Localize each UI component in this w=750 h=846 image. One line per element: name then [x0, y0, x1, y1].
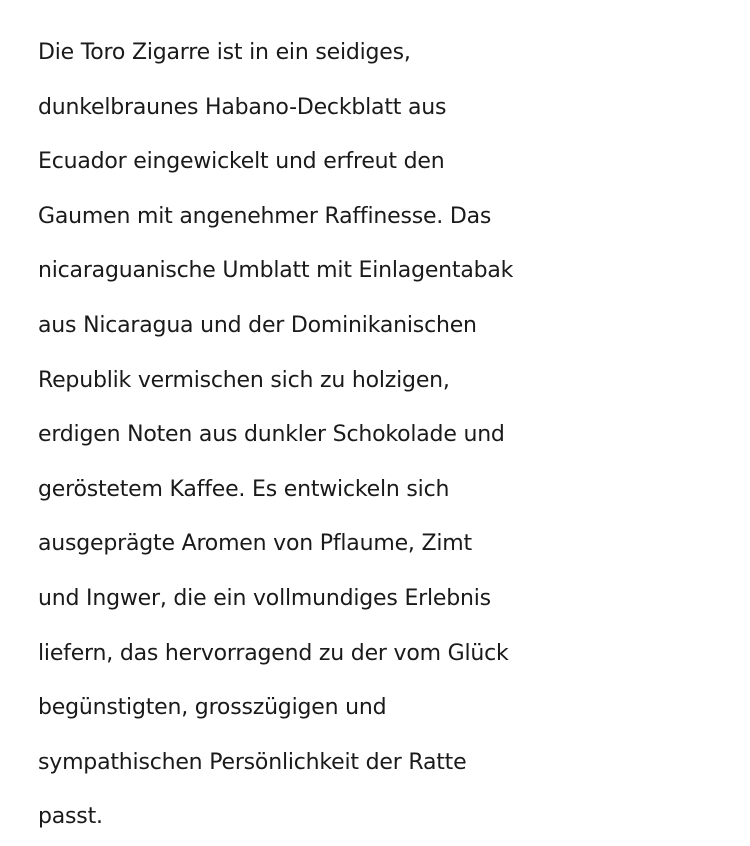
text-line: Gaumen mit angenehmer Raffinesse. Das	[38, 203, 492, 229]
text-line: erdigen Noten aus dunkler Schokolade und	[38, 422, 505, 448]
text-line: ausgeprägte Aromen von Pflaume, Zimt	[38, 531, 472, 557]
text-line: sympathischen Persönlichkeit der Ratte	[38, 749, 467, 775]
product-description	[38, 26, 718, 845]
text-line: dunkelbraunes Habano-Deckblatt aus	[38, 94, 447, 120]
text-line: nicaraguanische Umblatt mit Einlagentabak	[38, 258, 514, 284]
text-line: aus Nicaragua und der Dominikanischen	[38, 312, 477, 338]
text-line: passt.	[38, 804, 103, 830]
text-line: begünstigten, grosszügigen und	[38, 695, 387, 721]
text-line: geröstetem Kaffee. Es entwickeln sich	[38, 476, 450, 502]
text-line: und Ingwer, die ein vollmundiges Erlebnis	[38, 585, 491, 611]
text-line: Ecuador eingewickelt und erfreut den	[38, 149, 445, 175]
text-line: Republik vermischen sich zu holzigen,	[38, 367, 450, 393]
text-line: liefern, das hervorragend zu der vom Glück	[38, 640, 509, 666]
text-line: Die Toro Zigarre ist in ein seidiges,	[38, 40, 411, 65]
